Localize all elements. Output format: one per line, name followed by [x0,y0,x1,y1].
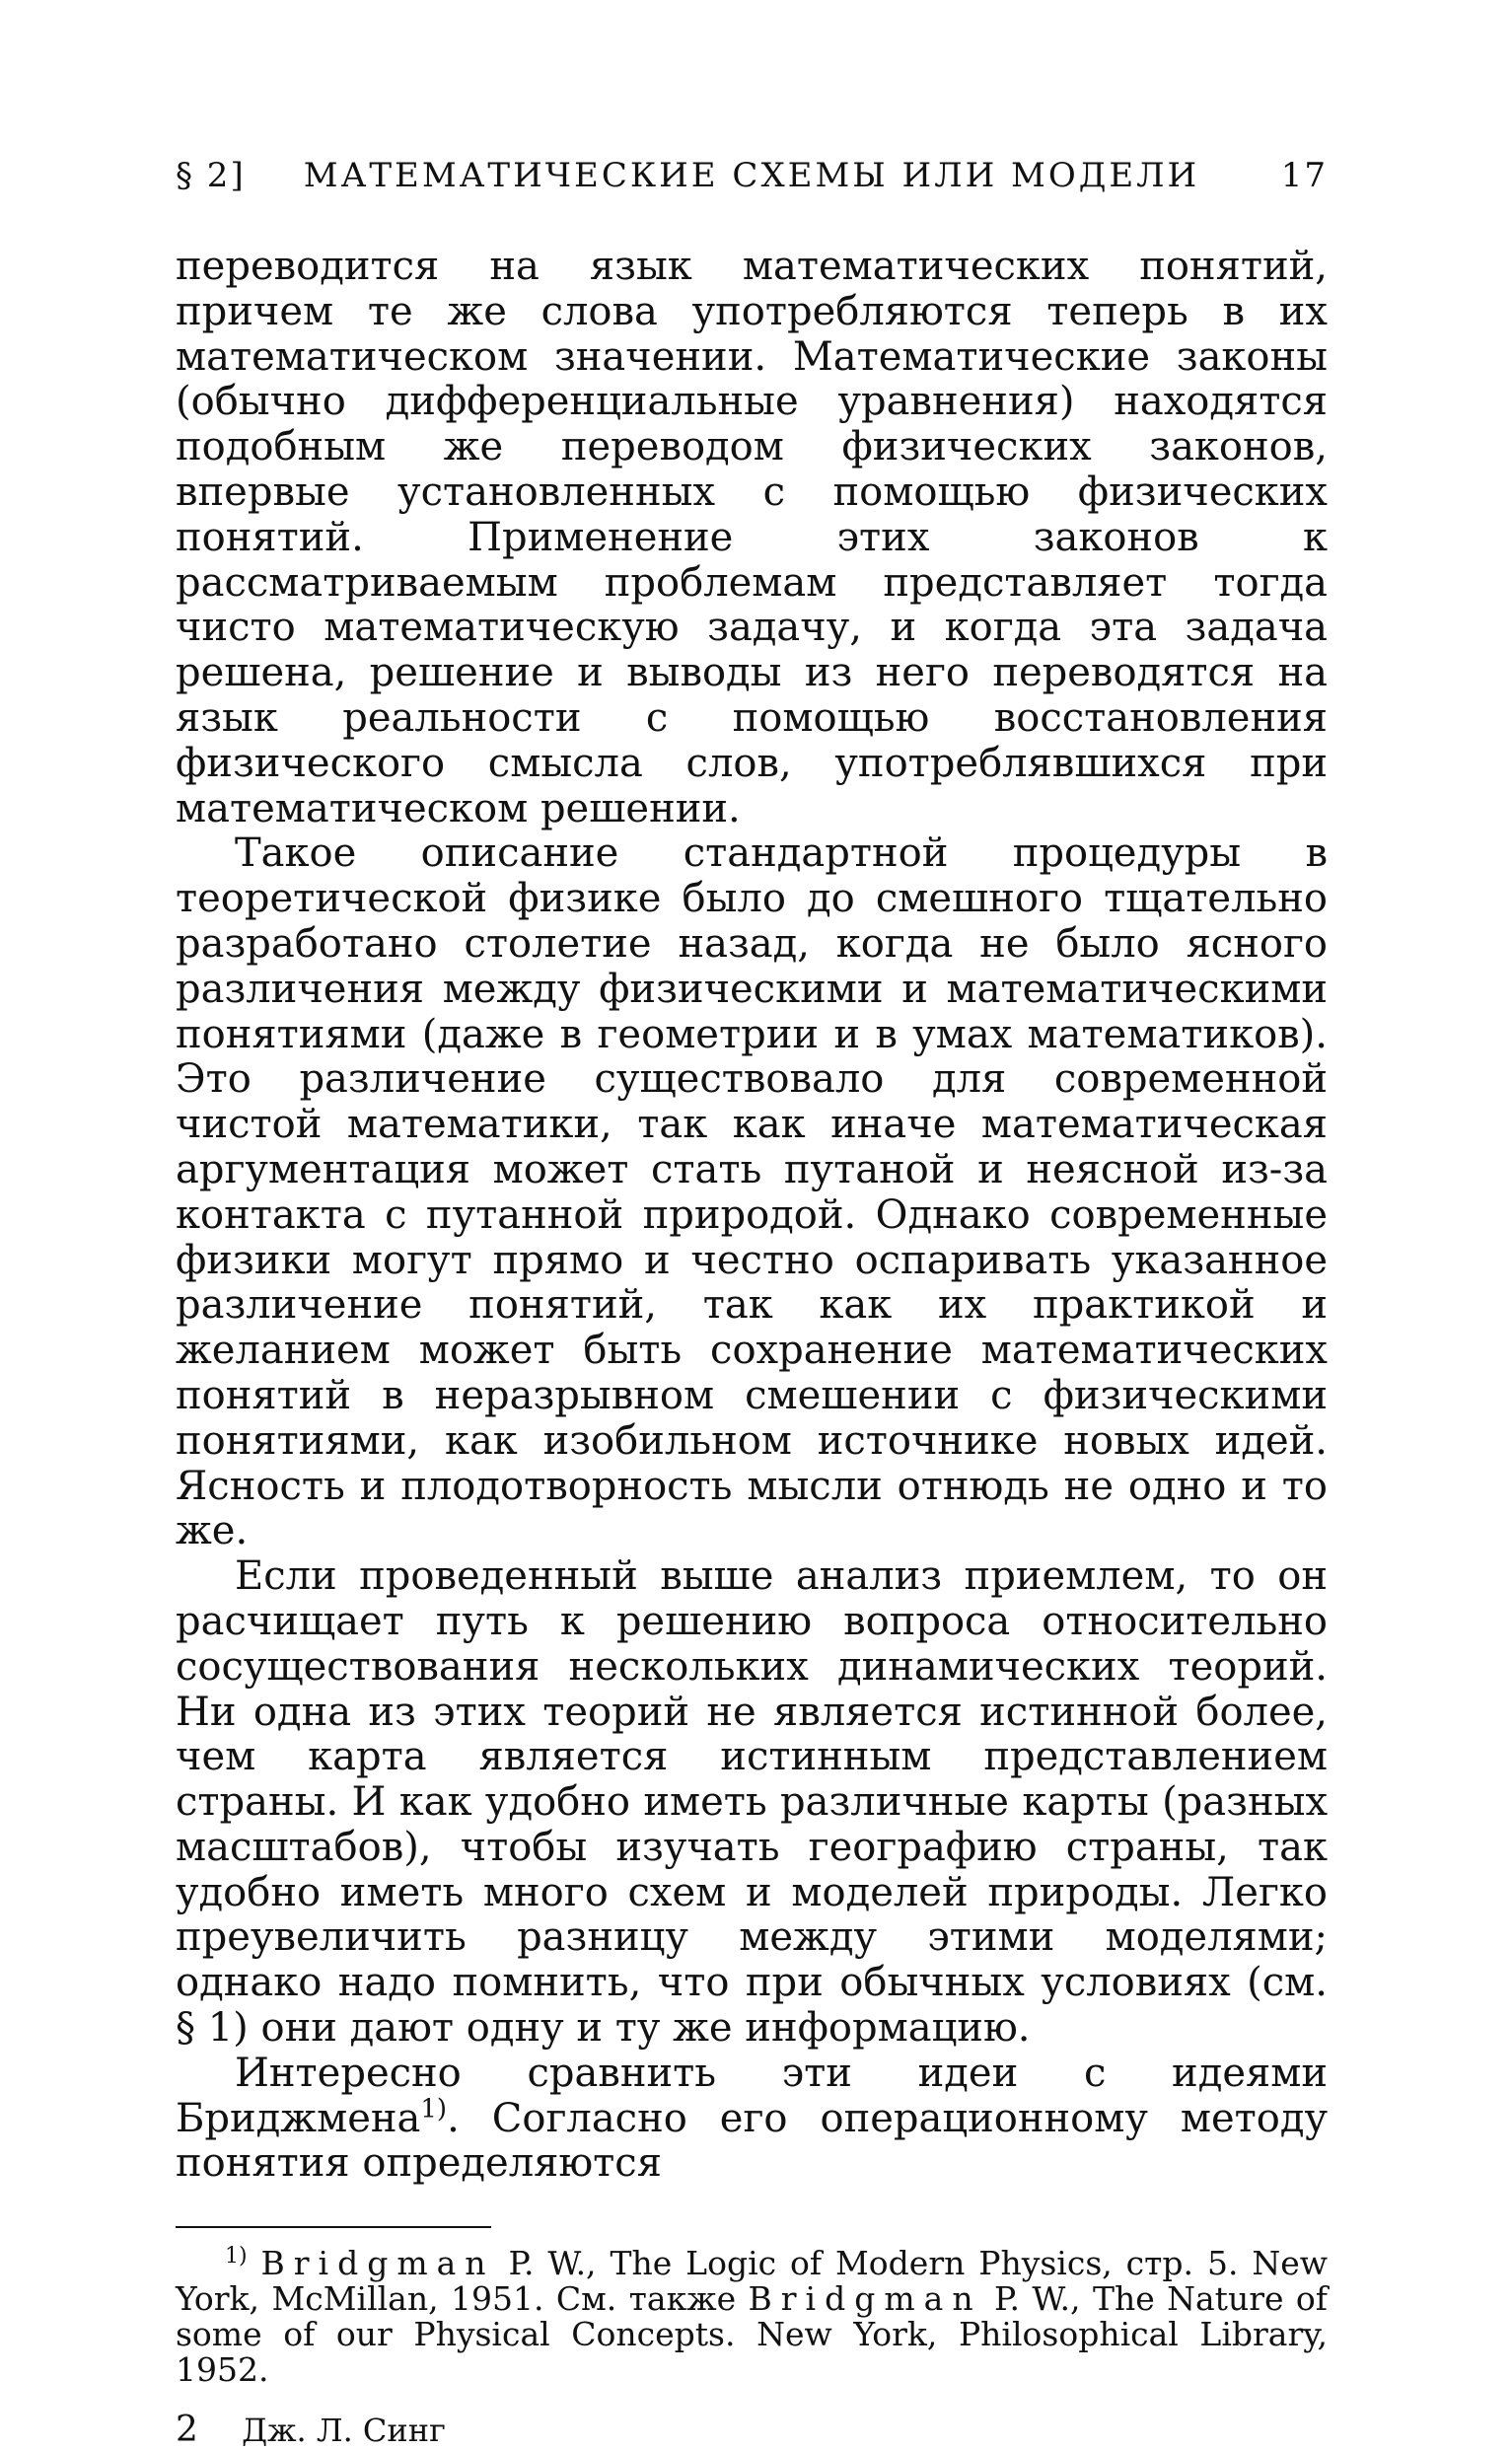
paragraph-4-text: Интересно сравнить эти идеи с идеями Бриджмена [176,2050,1328,2141]
signature-author: Дж. Л. Синг [242,2412,446,2450]
footnote-reference-1: P. W., The Logic of Modern Physics, стр. 5. New York, McMillan, 1951. См. также [176,2244,1328,2319]
footnote [176,2246,1328,2388]
footnote-reference[interactable]: 1) [420,2094,448,2125]
printer-signature [176,2410,1328,2450]
footnote-rule [176,2226,491,2228]
sheet-number: 2 [176,2410,198,2450]
page-number: 17 [1280,156,1328,195]
paragraph-1: переводится на язык математических понятий, причем те же слова употребляются теперь в их математическом значении. Математические законы (обычно дифференциальные уравнения) находятся подобным же переводом физических законов, впервые установленных с помощью физических понятий. Применение этих законов к рассматриваемым проблемам представляет тогда чисто математическую задачу, и когда эта задача решена, решение и выводы из него переводятся на язык реальности с помощью восстановления физического смысла слов, употреблявшихся при математическом решении. [176,244,1328,831]
book-page [176,148,1328,2450]
section-marker: § 2] [176,156,246,195]
running-head [176,148,1328,203]
running-title: МАТЕМАТИЧЕСКИЕ СХЕМЫ ИЛИ МОДЕЛИ [303,156,1200,195]
footnote-reference-2: P. W., The Nature of some of our Physical Concepts. New York, Philosophical Library, 1952. [176,2279,1328,2390]
paragraph-4-continuation: . Согласно его операционному методу понятия определяются [176,2095,1328,2187]
paragraph-4 [176,2052,1328,2187]
footnote-author-2: Bridgman [748,2279,982,2319]
footnote-marker: 1) [225,2244,248,2270]
footnote-author-1: Bridgman [260,2244,495,2283]
main-text [176,245,1328,2187]
paragraph-2: Такое описание стандартной процедуры в теоретической физике было до смешного тщательно разработано столетие назад, когда не было ясного различения между физическими и математическими понятиями (даже в геометрии и в умах математиков). Это различение существовало для современной чистой математики, так как иначе математическая аргументация может стать путаной и неясной из-за контакта с путанной природой. Однако современные физики могут прямо и честно оспаривать указанное различение понятий, так как их практикой и желанием может быть сохранение математических понятий в неразрывном смешении с физическими понятиями, как изобильном источнике новых идей. Ясность и плодотворность мысли отнюдь не одно и то же. [176,830,1328,1554]
paragraph-3: Если проведенный выше анализ приемлем, то он расчищает путь к решению вопроса относительно сосуществования нескольких динамических теорий. Ни одна из этих теорий не является истинной более, чем карта является истинным представлением страны. И как удобно иметь различные карты (разных масштабов), чтобы изучать географию страны, так удобно иметь много схем и моделей природы. Легко преувеличить разницу между этими моделями; однако надо помнить, что при обычных условиях (см. § 1) они дают одну и ту же информацию. [176,1553,1328,2052]
